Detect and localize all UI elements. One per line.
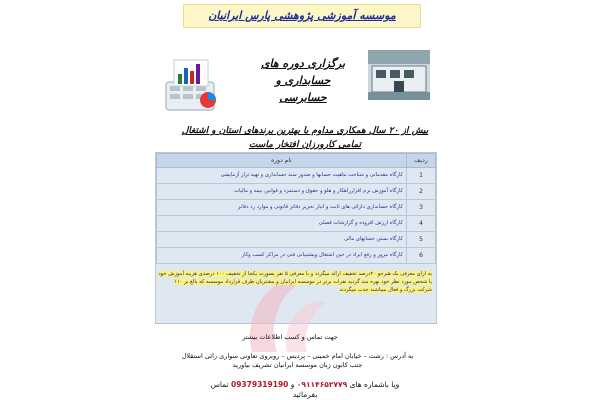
phone-and: و <box>290 380 295 389</box>
referral-notice-text: به ازای معرفی یک هنرجو ۲۰درصد تخفیف ارائه میگردد و با معرفی ۵ نفر بصورت یکجا از تخفیف ۱۰۰ درصدی هزینه آموزش خود یا شخص مورد نظر خود بهره مند گردید نفرات برتر در موسسه ایرانیان و مشتریان طرف قرارداد موسسه که بالغ بر ۱۱۰ شرکت بزرگ و فعال میباشند جذب میگردند <box>158 271 432 293</box>
row-index: 4 <box>407 216 436 232</box>
phone-number-2: 09379319190 <box>231 380 289 389</box>
address-line-1: به آدرس : رشت – خیابان امام خمینی – پردیس – روبروی تعاونی سواری رائی استقلال <box>181 352 414 360</box>
row-index: 2 <box>407 184 436 200</box>
phone-prefix: ویا باشماره های <box>349 380 400 389</box>
address-line-2: جنب کانون زبان موسسه ایرانیان تشریف بیاورید <box>232 361 363 369</box>
phone-suffix: تماس بفرمائید <box>210 380 318 399</box>
phone-number-1: ۰۹۱۱۴۶۵۲۷۷۹ <box>296 380 348 389</box>
table-row <box>157 232 436 248</box>
row-course-name: کارگاه مقدماتی و شناخت ماهیت حسابها و صدور سند حسابداری و تهیه تراز آزمایشی <box>157 168 407 184</box>
table-row <box>157 200 436 216</box>
row-course-name: کارگاه ارزش افزوده و گزارشات فصلی <box>157 216 407 232</box>
courses-table <box>156 153 436 264</box>
row-index: 5 <box>407 232 436 248</box>
table-row <box>157 216 436 232</box>
row-course-name: کارگاه بستن حسابهای مالی <box>157 232 407 248</box>
row-course-name: کارگاه مرور و رفع ایراد در حین اشتغال وپشتیبانی فنی در مراکز کسب وکار <box>157 248 407 264</box>
header-index: ردیف <box>407 154 436 168</box>
header-course-name: نام دوره <box>157 154 407 168</box>
row-course-name: کارگاه آموزش نرم افزارراهکار و هلو و حقوق و دستمزد و قوانین بیمه و مالیات <box>157 184 407 200</box>
intro-text <box>175 124 435 152</box>
phone-line <box>200 380 410 400</box>
course-title-line-1: برگزاری دوره های <box>260 57 346 70</box>
calculator-chart-image <box>160 52 222 114</box>
address-block <box>160 352 435 370</box>
table-row <box>157 184 436 200</box>
course-title-line-2: حسابداری و <box>275 74 331 87</box>
intro-line-2: تمامی کارورزان افتخار ماست <box>248 140 362 150</box>
course-title <box>238 55 368 106</box>
course-title-line-3: حسابرسی <box>279 91 327 104</box>
row-course-name: کارگاه حسابداری دارائی های ثابت و انبار تحریر دفاتر قانونی و موارد رد دفاتر <box>157 200 407 216</box>
row-index: 3 <box>407 200 436 216</box>
row-index: 1 <box>407 168 436 184</box>
table-row <box>157 168 436 184</box>
referral-notice <box>158 270 432 294</box>
building-photo <box>368 50 430 100</box>
intro-line-1: بیش از ۲۰ سال همکاری مداوم با بهترین برندهای استان و اشتغال <box>181 126 429 136</box>
row-index: 6 <box>407 248 436 264</box>
contact-heading: جهت تماس و کسب اطلاعات بیشتر <box>242 333 338 341</box>
institute-title: موسسه آموزشی پژوهشی پارس ایرانیان <box>183 4 421 28</box>
